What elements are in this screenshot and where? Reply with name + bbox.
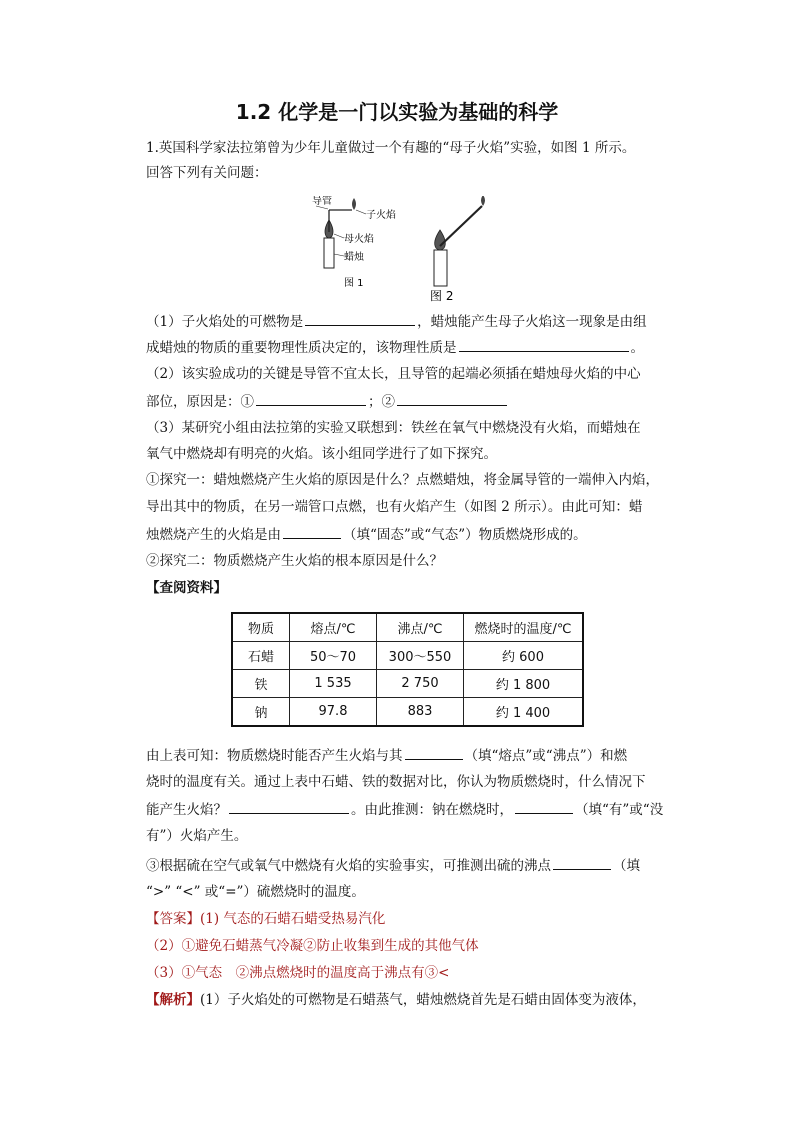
table-question-line-2: 烧时的温度有关。通过上表中石蜡、铁的数据对比，你认为物质燃烧时，什么情况下 bbox=[146, 774, 646, 790]
q2-line-2: 部位，原因是：① ；② bbox=[146, 391, 509, 412]
figure-2-caption: 图 2 bbox=[430, 289, 454, 303]
table-header: 沸点/℃ bbox=[377, 613, 464, 642]
explore1-line-3: 烛燃烧产生的火焰是由 （填“固态”或“气态”）物质燃烧形成的。 bbox=[146, 524, 587, 545]
table-header: 燃烧时的温度/℃ bbox=[464, 613, 584, 642]
table-cell: 约 600 bbox=[464, 642, 584, 670]
label-child-flame: 子火焰 bbox=[366, 210, 396, 221]
explore3-line-1: ③根据硫在空气或氧气中燃烧有火焰的实验事实，可推测出硫的沸点 （填 bbox=[146, 855, 640, 876]
answer-line-3: （3）①气态 ②沸点燃烧时的温度高于沸点有③< bbox=[146, 965, 450, 981]
figure-2 bbox=[430, 196, 485, 303]
page-title: 1.2 化学是一门以实验为基础的科学 bbox=[235, 100, 559, 124]
table-cell: 50～70 bbox=[290, 642, 377, 670]
answer-blank[interactable] bbox=[305, 311, 415, 326]
table-cell: 约 1 800 bbox=[464, 670, 584, 698]
table-cell: 300～550 bbox=[377, 642, 464, 670]
table-header-row bbox=[232, 613, 583, 642]
table-cell: 883 bbox=[377, 698, 464, 727]
table-question-line-3: 能产生火焰？ 。由此推测：钠在燃烧时， （填“有”或“没 bbox=[146, 799, 663, 820]
table-header: 熔点/℃ bbox=[290, 613, 377, 642]
answer-blank[interactable] bbox=[283, 524, 341, 539]
table-cell: 97.8 bbox=[290, 698, 377, 727]
label-tube: 导管 bbox=[312, 196, 332, 207]
answer-blank[interactable] bbox=[256, 391, 366, 406]
q2-line-1: （2）该实验成功的关键是导管不宜太长，且导管的起端必须插在蜡烛母火焰的中心 bbox=[146, 366, 641, 382]
answer-line-1: 【答案】(1) 气态的石蜡石蜡受热易汽化 bbox=[146, 911, 386, 927]
answer-blank[interactable] bbox=[397, 391, 507, 406]
table-header: 物质 bbox=[232, 613, 290, 642]
q3-line-1: （3）某研究小组由法拉第的实验又联想到：铁丝在氧气中燃烧没有火焰，而蜡烛在 bbox=[146, 420, 641, 436]
reference-heading: 【查阅资料】 bbox=[146, 580, 227, 596]
table-question-line-1: 由上表可知：物质燃烧时能否产生火焰与其 （填“熔点”或“沸点”）和燃 bbox=[146, 745, 627, 766]
answer-blank[interactable] bbox=[405, 745, 463, 760]
q1-line-1: （1）子火焰处的可燃物是 ，蜡烛能产生母子火焰这一现象是由组 bbox=[146, 311, 647, 332]
data-table bbox=[231, 612, 584, 727]
table-question-line-4: 有”）火焰产生。 bbox=[146, 828, 248, 844]
explanation-tag: 【解析】 bbox=[146, 992, 200, 1008]
explore2-line: ②探究二：物质燃烧产生火焰的根本原因是什么？ bbox=[146, 553, 443, 569]
answer-line-2: （2）①避免石蜡蒸气冷凝②防止收集到生成的其他气体 bbox=[146, 938, 479, 954]
answer-blank[interactable] bbox=[459, 337, 629, 352]
explore1-line-1: ①探究一：蜡烛燃烧产生火焰的原因是什么？点燃蜡烛，将金属导管的一端伸入内焰， bbox=[146, 472, 659, 488]
figure-1 bbox=[312, 196, 396, 289]
answer-blank[interactable] bbox=[229, 799, 349, 814]
explanation-line-1: 【解析】(1）子火焰处的可燃物是石蜡蒸气，蜡烛燃烧首先是石蜡由固体变为液体， bbox=[146, 992, 646, 1008]
table-cell: 钠 bbox=[232, 698, 290, 727]
table-cell: 铁 bbox=[232, 670, 290, 698]
table-cell: 2 750 bbox=[377, 670, 464, 698]
table-row bbox=[232, 698, 583, 727]
experiment-figures bbox=[310, 196, 500, 304]
table-cell: 1 535 bbox=[290, 670, 377, 698]
table-row bbox=[232, 670, 583, 698]
intro-line-1: 1.英国科学家法拉第曾为少年儿童做过一个有趣的“母子火焰”实验，如图 1 所示。 bbox=[146, 140, 636, 156]
table-cell: 约 1 400 bbox=[464, 698, 584, 727]
answer-blank[interactable] bbox=[553, 855, 611, 870]
table-cell: 石蜡 bbox=[232, 642, 290, 670]
explore1-line-2: 导出其中的物质，在另一端管口点燃，也有火焰产生（如图 2 所示）。由此可知：蜡 bbox=[146, 499, 643, 515]
intro-line-2: 回答下列有关问题： bbox=[146, 165, 268, 181]
label-candle: 蜡烛 bbox=[344, 252, 364, 263]
table-row bbox=[232, 642, 583, 670]
label-mother-flame: 母火焰 bbox=[344, 234, 374, 245]
answer-blank[interactable] bbox=[515, 799, 573, 814]
explore3-line-2: “>” “<” 或“=”）硫燃烧时的温度。 bbox=[146, 884, 365, 900]
q3-line-2: 氧气中燃烧却有明亮的火焰。该小组同学进行了如下探究。 bbox=[146, 446, 497, 462]
q1-line-2: 成蜡烛的物质的重要物理性质决定的，该物理性质是 。 bbox=[146, 337, 644, 358]
figure-1-caption: 图 1 bbox=[344, 278, 364, 289]
